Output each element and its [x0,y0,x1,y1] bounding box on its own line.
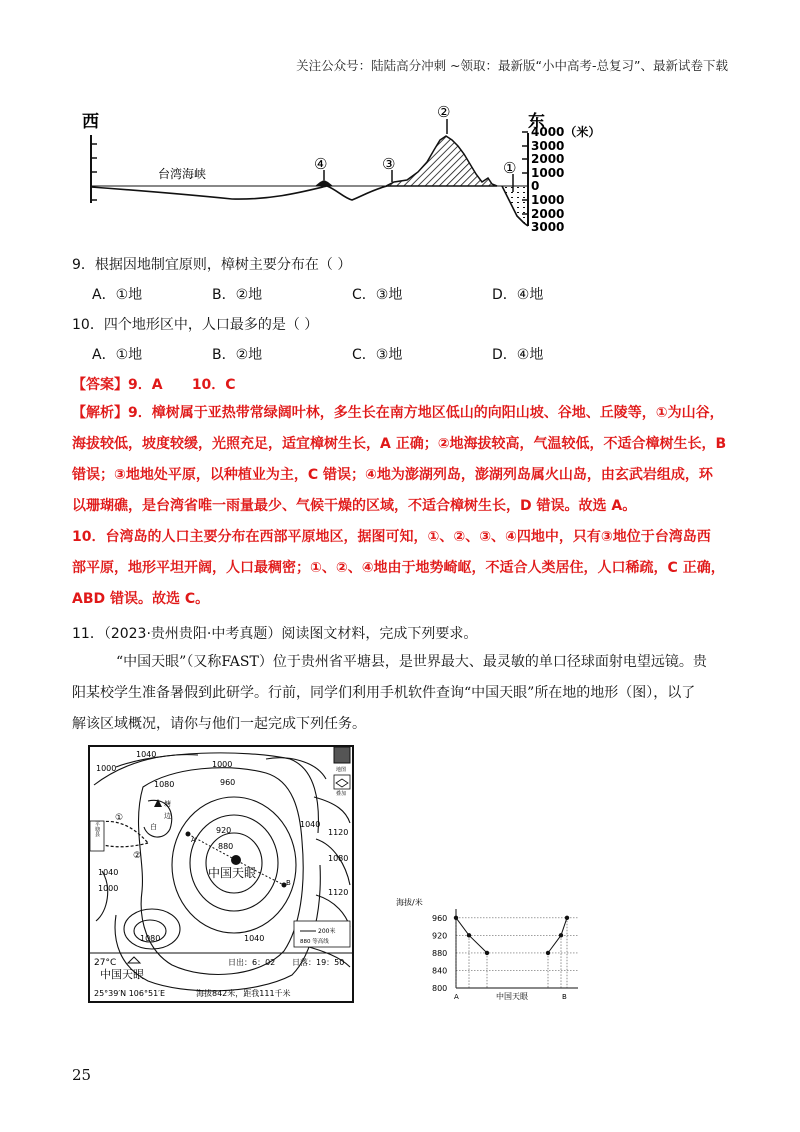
chart-ytick-labels [432,914,447,993]
elev-label: 3000 [531,220,565,234]
strait-label: 台湾海峡 [158,167,207,181]
chart-point [454,916,458,920]
side-label: 平塘县 [94,821,100,837]
place-alt-dist: 海拔842米，距我111千米 [196,989,291,998]
material-line: “中国天眼”（又称FAST）位于贵州省平塘县，是世界最大、最灵敏的单口径球面射电望远镜。贵 [116,654,707,670]
map-type-button[interactable] [334,747,350,763]
elev-label: 2000 [531,152,565,166]
elev-label: 2000 [531,207,565,221]
map-type-label: 地图 [336,767,347,773]
svg-text:1040: 1040 [136,750,157,759]
chart-ytick-label: 960 [432,913,448,923]
svg-text:920: 920 [216,826,232,835]
elev-label: 3000 [531,139,565,153]
q9-stem: 9．根据因地制宜原则，樟树主要分布在（ ） [72,257,352,273]
layer-label: 叠加 [336,791,347,797]
point-b-label: B [286,879,291,887]
marker-2: ② [437,103,451,121]
chart-point [565,916,569,920]
q9-option-b: B．②地 [212,287,263,303]
circle-1-label: ① [115,813,124,823]
q11-stem: 11．（2023·贵州贵阳·中考真题）阅读图文材料，完成下列要求。 [72,626,478,642]
chart-ytick-label: 880 [432,948,448,958]
contour-map-figure [88,745,354,1003]
point-a-dot [186,832,191,837]
svg-text:960: 960 [220,778,236,787]
taiwan-island [386,136,497,186]
marker-4: ④ [314,155,328,173]
penghu-islands [315,180,333,186]
elev-label: 1000 [531,193,565,207]
q9-option-a: A．①地 [92,287,143,303]
material-line: 阳某校学生准备暑假到此研学。行前，同学们利用手机软件查询“中国天眼”所在地的地形（图），以了 [72,685,696,701]
elev-label: 4000（米） [531,125,601,139]
svg-text:1040: 1040 [244,934,265,943]
answer-block [72,374,236,394]
chart-grid [456,918,578,988]
chart-point [467,933,471,937]
svg-text:1080: 1080 [328,854,349,863]
section-line-chart [396,893,592,1005]
terrain-profile-diagram [72,100,632,240]
analysis-line: 海拔较低，坡度较缓，光照充足，适宜樟树生长，A 正确；②地海拔较高，气温较低，不适合樟树生长，B [72,436,727,452]
circle-2-label: ② [133,851,142,861]
elev-label: 1000 [531,166,565,180]
east-label: 东 [528,112,545,132]
label-bai: 白 [150,823,157,831]
q10-stem: 10．四个地形区中，人口最多的是（ ） [72,317,319,333]
svg-text:1080: 1080 [154,780,175,789]
scale-label: 200米 [318,928,336,935]
svg-text:1040: 1040 [300,820,321,829]
q10-option-c: C．③地 [352,347,403,363]
analysis-line: 错误；③地地处平原，以种植业为主，C 错误；④地为澎湖列岛，澎湖列岛属火山岛，由玄武岩组成，环 [72,467,713,483]
analysis-line: 10．台湾岛的人口主要分布在西部平原地区，据图可知，①、②、③、④四地中，只有③地位于台湾岛西 [72,529,711,545]
svg-text:1000: 1000 [98,884,119,893]
chart-series [454,916,569,988]
chart-x-b: B [562,993,567,1001]
west-label: 西 [82,112,99,132]
page-number: 25 [72,1066,92,1084]
place-coords: 25°39′N 106°51′E [94,989,166,998]
page-header: 关注公众号：陆陆高分冲刺 ~领取：最新版“小中高考-总复习”、最新试卷下载 [296,58,728,73]
analysis-line: 以珊瑚礁，是台湾省唯一雨量最少、气候干燥的区域，不适合樟树生长，D 错误。故选 A。 [72,498,637,514]
fast-marker [231,855,241,865]
label-tang: 塘 [164,800,171,808]
analysis-line: 部平原，地形平坦开阔，人口最稠密；①、②、④地由于地势崎岖，不适合人类居住，人口稀疏，C 正确， [72,560,725,576]
q9-option-d: D．④地 [492,287,544,303]
chart-ylabel: 海拔/米 [396,898,423,907]
chart-x-a: A [454,993,459,1001]
sunset: 日落：19：50 [292,958,345,967]
chart-point [559,933,563,937]
answer-text: 9．A 10．C [128,377,236,393]
place-name: 中国天眼 [100,968,144,981]
svg-text:880: 880 [218,842,234,851]
q10-option-a: A．①地 [92,347,143,363]
q9-option-c: C．③地 [352,287,403,303]
q11-material [72,647,742,740]
marker-1: ① [503,159,517,177]
seabed-line [91,186,528,226]
chart-point [485,951,489,955]
svg-text:1120: 1120 [328,828,349,837]
chart-ytick-label: 920 [432,931,448,941]
elevation-labels [531,124,600,234]
fast-label: 中国天眼 [208,866,257,880]
temp-label: 27°C [94,958,117,968]
svg-text:1080: 1080 [140,934,161,943]
svg-text:1040: 1040 [98,868,119,877]
answer-tag: 【答案】 [72,377,128,393]
svg-text:1000: 1000 [212,760,233,769]
svg-text:1000: 1000 [96,764,117,773]
q10-option-b: B．②地 [212,347,263,363]
elev-label: 0 [531,179,540,193]
chart-xlabel: 中国天眼 [496,992,528,1001]
contour-legend: 880 等高线 [300,939,329,945]
analysis-tag: 【解析】 [72,405,128,421]
analysis-line: 【解析】9．樟树属于亚热带常绿阔叶林，多生长在南方地区低山的向阳山坡、谷地、丘陵等，①为山谷， [72,405,724,421]
analysis-block [72,398,740,615]
svg-text:1120: 1120 [328,888,349,897]
chart-ytick-label: 840 [432,966,448,976]
chart-point [546,951,550,955]
material-line: 解该区域概况，请你与他们一起完成下列任务。 [72,716,366,732]
chart-ytick-label: 800 [432,984,448,993]
q10-option-d: D．④地 [492,347,544,363]
analysis-line: ABD 错误。故选 C。 [72,591,210,607]
point-a-label: A [191,836,196,844]
label-bian: 边 [164,812,171,820]
sunrise: 日出：6：02 [228,958,276,967]
marker-3: ③ [382,155,396,173]
